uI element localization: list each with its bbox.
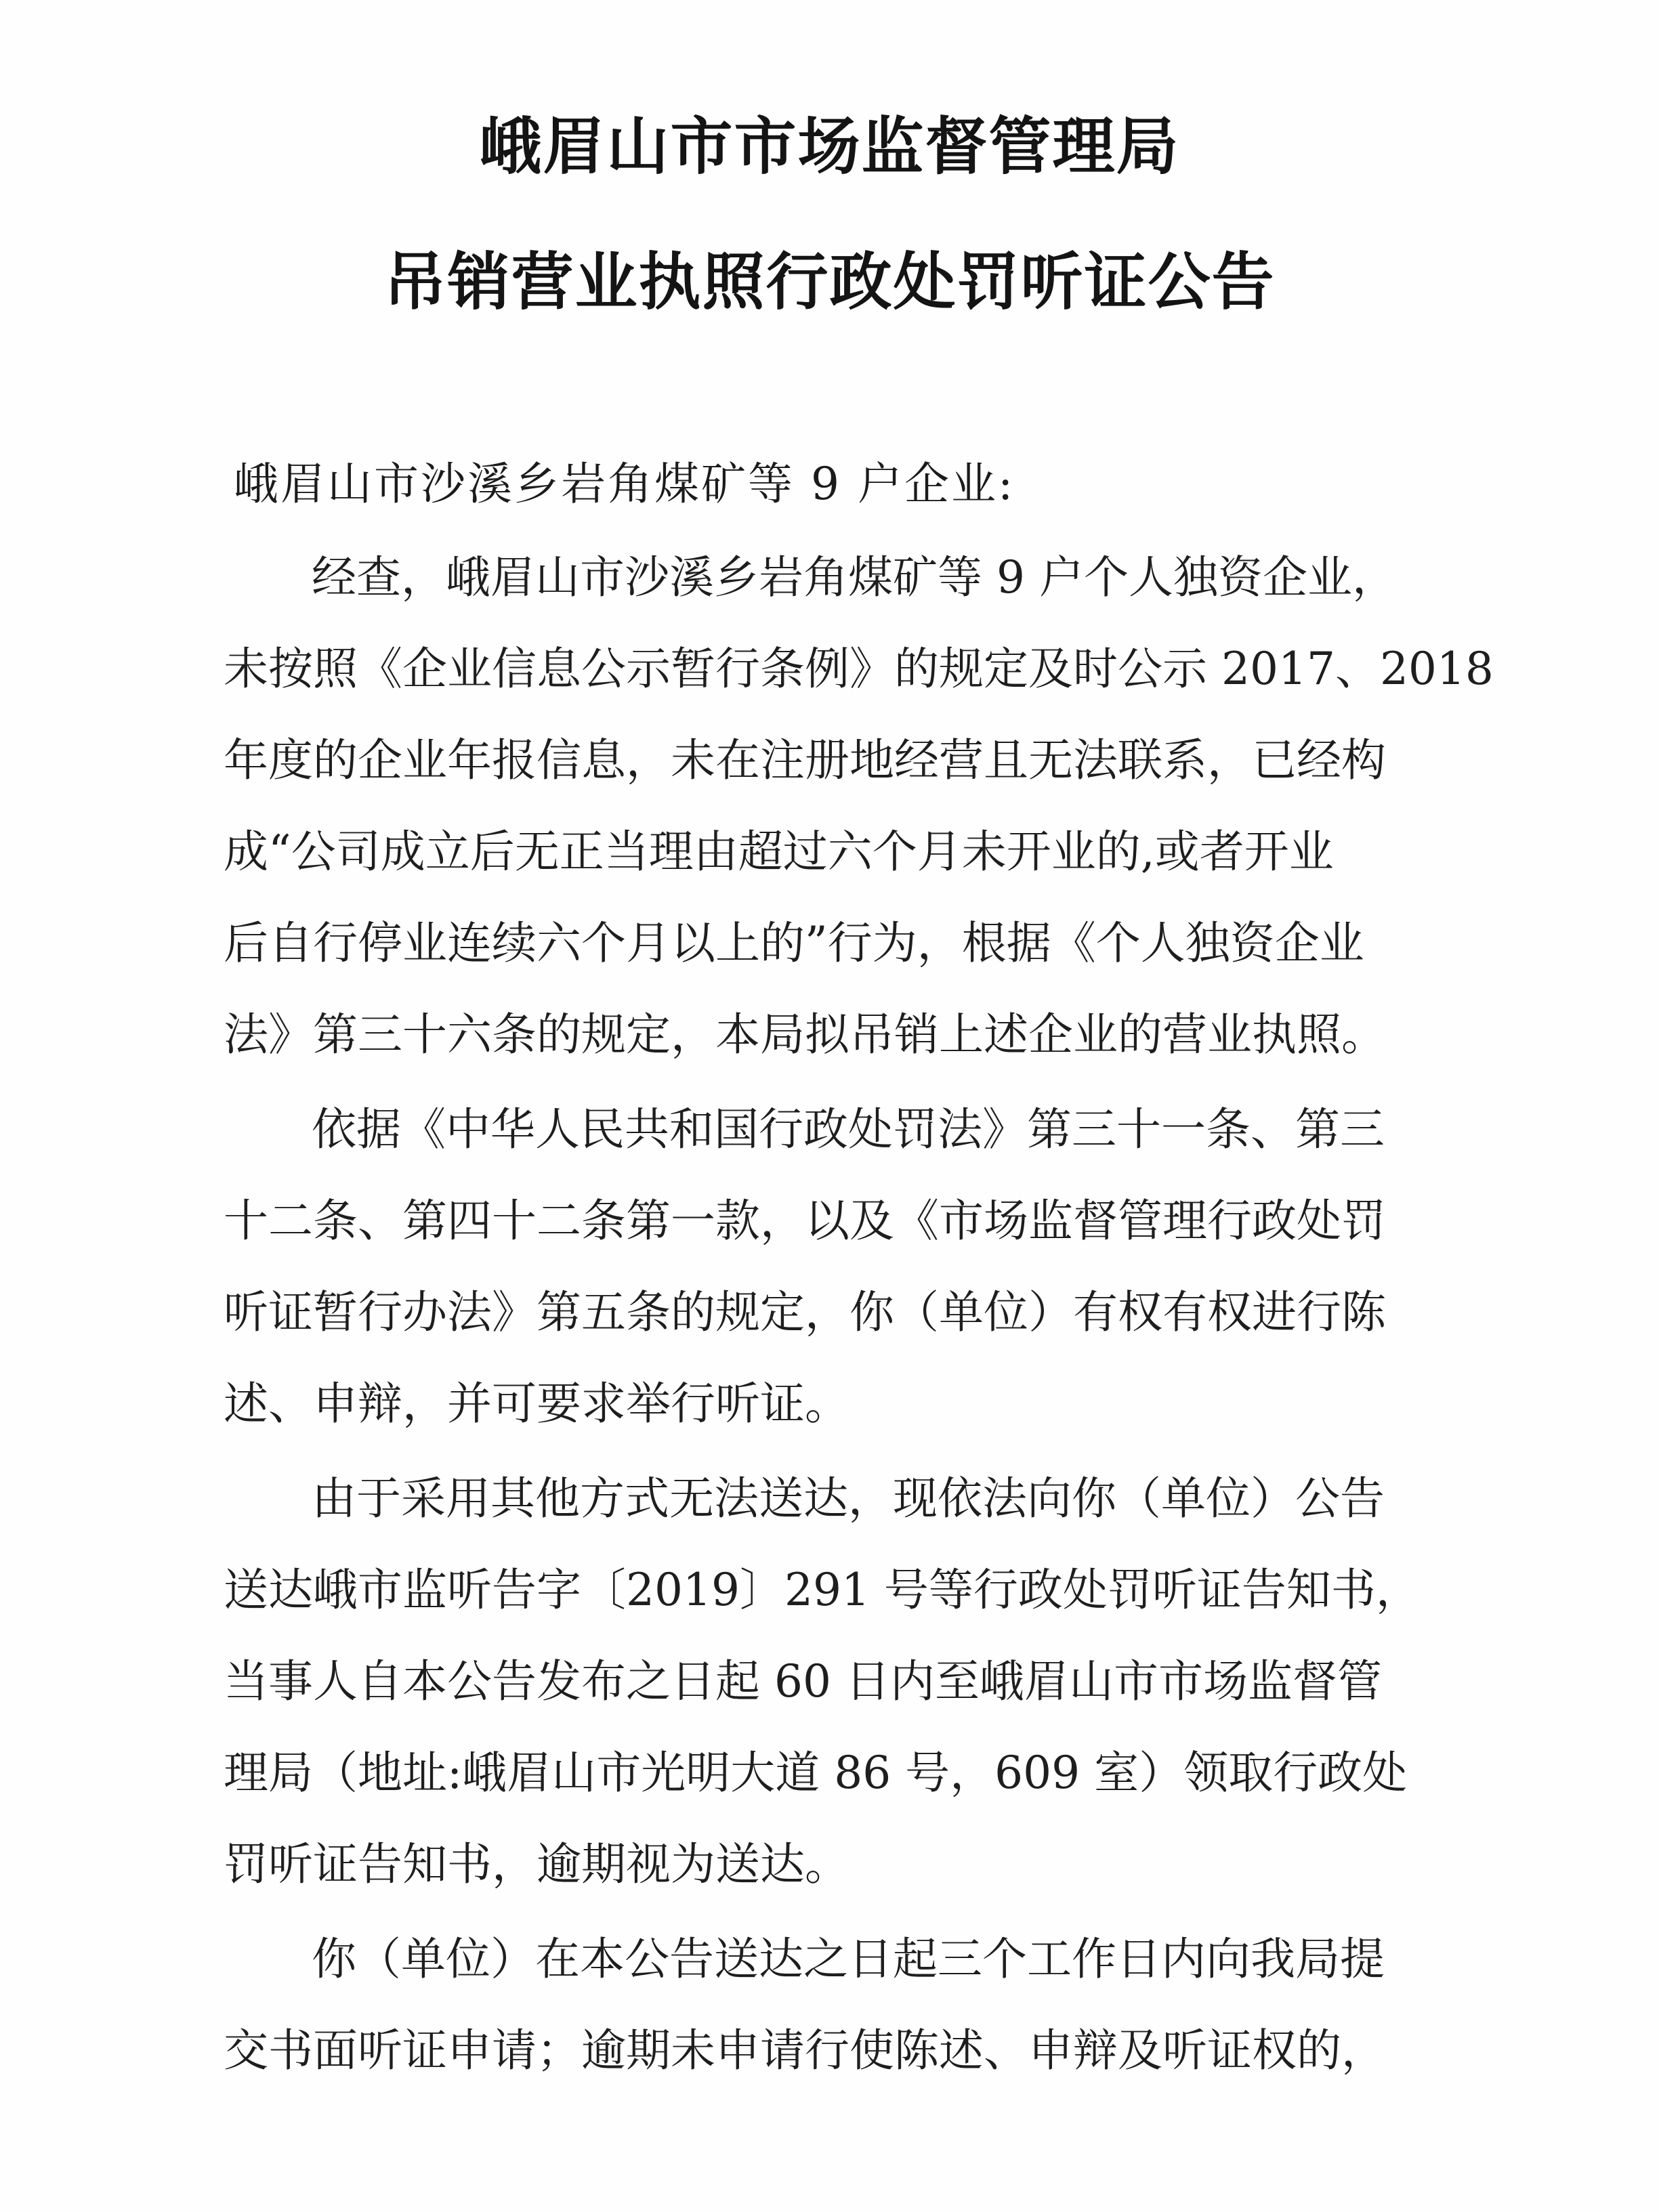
body-line: 交书面听证申请；逾期未申请行使陈述、申辩及听证权的， [224,2024,1386,2077]
body-line: 罚听证告知书，逾期视为送达。 [224,1838,849,1890]
body-line: 十二条、第四十二条第一款，以及《市场监督管理行政处罚 [224,1195,1386,1247]
document-title-line1: 峨眉山市市场监督管理局 [479,110,1180,183]
body-line: 理局（地址:峨眉山市光明大道 86 号，609 室）领取行政处 [224,1747,1408,1799]
body-line: 未按照《企业信息公示暂行条例》的规定及时公示 2017、2018 [224,643,1494,695]
body-line: 法》第三十六条的规定，本局拟吊销上述企业的营业执照。 [224,1008,1386,1061]
body-line: 述、申辩，并可要求举行听证。 [224,1378,849,1430]
body-line: 经查，峨眉山市沙溪乡岩角煤矿等 9 户个人独资企业， [312,551,1397,603]
salutation: 峨眉山市沙溪乡岩角煤矿等 9 户企业: [234,458,1015,510]
body-line: 你（单位）在本公告送达之日起三个工作日内向我局提 [312,1933,1385,1985]
body-line: 成“公司成立后无正当理由超过六个月未开业的,或者开业 [224,826,1334,878]
body-line: 当事人自本公告发布之日起 60 日内至峨眉山市市场监督管 [224,1655,1382,1707]
document-title-line2: 吊销营业执照行政处罚听证公告 [383,245,1276,318]
body-line: 由于采用其他方式无法送达，现依法向你（单位）公告 [312,1472,1385,1525]
body-line: 后自行停业连续六个月以上的”行为，根据《个人独资企业 [224,917,1364,969]
body-line: 听证暂行办法》第五条的规定，你（单位）有权有权进行陈 [224,1286,1386,1338]
body-line: 年度的企业年报信息，未在注册地经营且无法联系，已经构 [224,734,1386,786]
body-line: 送达峨市监听告字〔2019〕291 号等行政处罚听证告知书， [224,1564,1421,1616]
body-line: 依据《中华人民共和国行政处罚法》第三十一条、第三 [312,1103,1385,1155]
